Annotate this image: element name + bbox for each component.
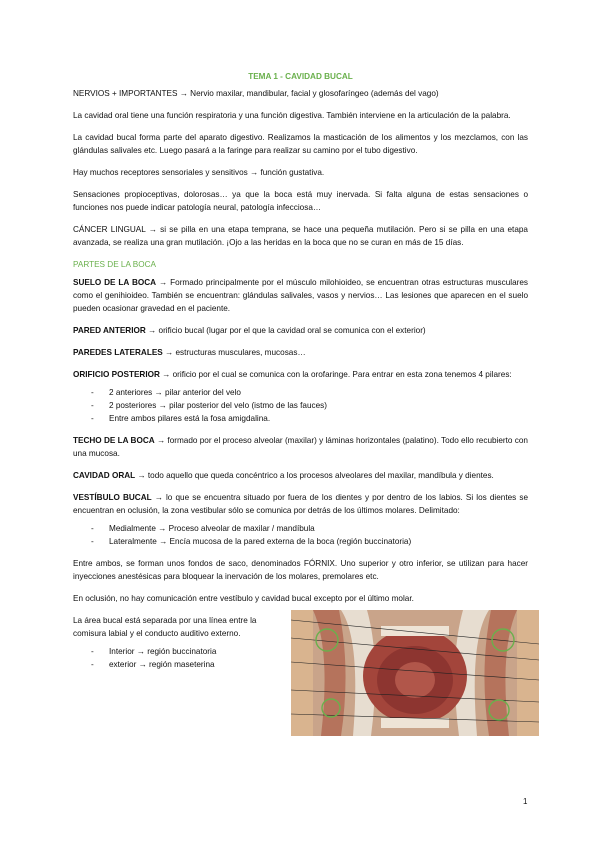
- section-heading-partes: PARTES DE LA BOCA: [73, 260, 156, 269]
- term-techo: TECHO DE LA BOCA: [73, 436, 155, 445]
- paragraph-cavidad-oral: [73, 469, 528, 482]
- paragraph-suelo: [73, 276, 528, 315]
- list-regiones: [73, 645, 273, 671]
- term-suelo: SUELO DE LA BOCA: [73, 278, 157, 287]
- paragraph-nervios: NERVIOS + IMPORTANTES → Nervio maxilar, mandibular, facial y glosofaríngeo (además del vago): [73, 89, 439, 98]
- list-pilares: [73, 386, 528, 425]
- paragraph-funcion: La cavidad oral tiene una función respiratoria y una función digestiva. También interviene en la articulación de la palabra.: [73, 111, 511, 120]
- text-paredes-laterales: → estructuras musculares, mucosas…: [162, 348, 306, 357]
- paragraph-oclusion: En oclusión, no hay comunicación entre vestíbulo y cavidad bucal excepto por el último molar.: [73, 594, 414, 603]
- document-page: [73, 70, 528, 734]
- term-orificio-posterior: ORIFICIO POSTERIOR: [73, 370, 160, 379]
- paragraph-techo: [73, 434, 528, 460]
- oral-cavity-illustration: [291, 610, 539, 736]
- bottom-section: [73, 614, 528, 734]
- paragraph-cancer-lingual: CÁNCER LINGUAL → si se pilla en una etapa temprana, se hace una pequeña mutilación. Pero si se pilla en una etapa avanzada, se realiza una gran mutilación. ¡Ojo a las heridas en la boca que no se curan en más de 15 días.: [73, 225, 528, 247]
- area-text: [73, 614, 273, 680]
- paragraph-receptores: Hay muchos receptores sensoriales y sensitivos → función gustativa.: [73, 168, 325, 177]
- list-item: - exterior → región maseterina: [73, 658, 273, 671]
- text-techo: → formado por el proceso alveolar (maxilar) y láminas horizontales (palatino). Todo ello recubierto con una mucosa.: [73, 436, 528, 458]
- list-item: - Lateralmente → Encía mucosa de la pared externa de la boca (región buccinatoria): [73, 535, 528, 548]
- term-cavidad-oral: CAVIDAD ORAL: [73, 471, 136, 480]
- text-vestibulo: → lo que se encuentra situado por fuera de los dientes y por dentro de los labios. Si los dientes se encuentran en oclusión, la zona vestibular sólo se comunica por detrás de los últimos molares. Delimitado:: [73, 493, 528, 515]
- paragraph-sensaciones: Sensaciones propioceptivas, dolorosas… ya que la boca está muy inervada. Si falta alguna de estas sensaciones o funciones nos puede indicar patología neural, patología infecciosa…: [73, 190, 528, 212]
- paragraph-orificio-posterior: [73, 368, 528, 381]
- list-vestibulo: [73, 522, 528, 548]
- term-paredes-laterales: PAREDES LATERALES: [73, 348, 163, 357]
- list-item: - Entre ambos pilares está la fosa amigdalina.: [73, 412, 528, 425]
- text-suelo: → Formado principalmente por el músculo milohioideo, se encuentran otras estructuras musculares como el genihioideo. También se encuentran: glándulas salivales, vasos y nervios… Las lesiones que aparecen en el suelo pueden ocasionar gravedad en el paciente.: [73, 278, 528, 313]
- anatomy-image: [291, 610, 539, 736]
- text-pared-anterior: → orificio bucal (lugar por el que la cavidad oral se comunica con el exterior): [145, 326, 426, 335]
- list-item: - Medialmente → Proceso alveolar de maxilar / mandíbula: [73, 522, 528, 535]
- term-pared-anterior: PARED ANTERIOR: [73, 326, 146, 335]
- text-orificio-posterior: → orificio por el cual se comunica con la orofaringe. Para entrar en esta zona tenemos 4 pilares:: [159, 370, 512, 379]
- document-title: TEMA 1 - CAVIDAD BUCAL: [248, 72, 353, 81]
- paragraph-pared-anterior: [73, 324, 528, 337]
- list-item: - Interior → región buccinatoria: [73, 645, 273, 658]
- paragraph-aparato-digestivo: La cavidad bucal forma parte del aparato digestivo. Realizamos la masticación de los alimentos y los mezclamos, con las glándulas salivales etc. Luego pasará a la faringe para realizar su camino por el tubo digestivo.: [73, 133, 528, 155]
- list-item: - 2 posteriores → pilar posterior del velo (istmo de las fauces): [73, 399, 528, 412]
- text-cavidad-oral: → todo aquello que queda concéntrico a los procesos alveolares del maxilar, mandíbula y dientes.: [135, 471, 494, 480]
- paragraph-area: La área bucal está separada por una línea entre la comisura labial y el conducto auditivo externo.: [73, 616, 257, 638]
- page-number: 1: [523, 797, 528, 806]
- paragraph-vestibulo: [73, 491, 528, 517]
- list-item: - 2 anteriores → pilar anterior del velo: [73, 386, 528, 399]
- paragraph-fornix: Entre ambos, se forman unos fondos de saco, denominados FÓRNIX. Uno superior y otro inferior, se utilizan para hacer inyecciones anestésicas para bloquear la inervación de los molares, premolares etc.: [73, 559, 528, 581]
- paragraph-paredes-laterales: [73, 346, 528, 359]
- term-vestibulo: VESTÍBULO BUCAL: [73, 493, 152, 502]
